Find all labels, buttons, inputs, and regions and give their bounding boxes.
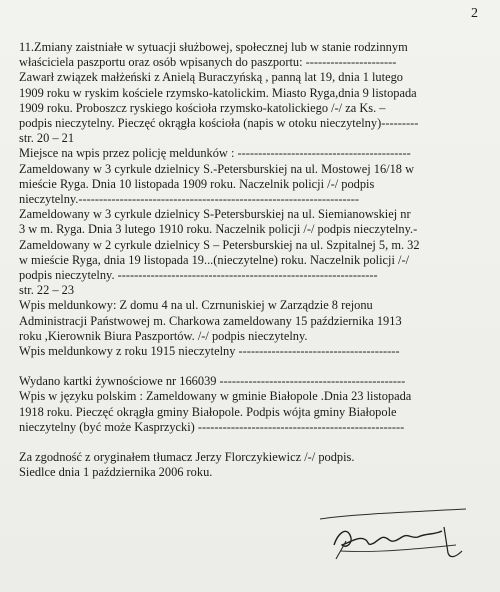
text-line: Wpis w języku polskim : Zameldowany w gminie Białopole .Dnia 23 listopada bbox=[19, 389, 412, 404]
text-line: Wpis meldunkowy z roku 1915 nieczytelny --------------------------------------- bbox=[19, 344, 400, 359]
translator-certification: Za zgodność z oryginałem tłumacz Jerzy Florczykiewicz /-/ podpis. bbox=[19, 450, 355, 465]
text-line: str. 22 – 23 bbox=[19, 283, 75, 298]
blank-line bbox=[19, 359, 479, 374]
blank-line bbox=[19, 435, 479, 450]
text-line: mieście Ryga. Dnia 10 listopada 1909 roku. Naczelnik policji /-/ podpis bbox=[19, 176, 375, 191]
text-line: 1909 roku. Proboszcz ryskiego kościoła rzymsko-katolickiego /-/ za Ks. – bbox=[19, 100, 386, 115]
text-line: Wydano kartki żywnościowe nr 166039 --------------------------------------------- bbox=[19, 374, 406, 389]
place-and-date: Siedlce dnia 1 października 2006 roku. bbox=[19, 465, 213, 480]
text-line: podpis nieczytelny. --------------------------------------------------------------- bbox=[19, 268, 378, 283]
text-line: 1918 roku. Pieczęć okrągła gminy Białopole. Podpis wójta gminy Białopole bbox=[19, 404, 397, 419]
text-line: nieczytelny (być może Kasprzycki) -------------------------------------------------- bbox=[19, 419, 405, 434]
text-line: Zameldowany w 3 cyrkule dzielnicy S-Petersburskiej na ul. Siemianowskiej nr bbox=[19, 207, 411, 222]
document-body bbox=[19, 40, 479, 480]
text-line: w mieście Ryga, dnia 19 listopada 19...(nieczytelne) roku. Naczelnik policji /-/ bbox=[19, 252, 410, 267]
text-line: 1909 roku w ryskim kościele rzymsko-katolickim. Miasto Ryga,dnia 9 listopada bbox=[19, 85, 417, 100]
text-line: 11.Zmiany zaistniałe w sytuacji służbowej, społecznej lub w stanie rodzinnym bbox=[19, 40, 408, 54]
text-line: 3 w m. Ryga. Dnia 3 lutego 1910 roku. Naczelnik policji /-/ podpis nieczytelny.- bbox=[19, 222, 418, 237]
text-line: Wpis meldunkowy: Z domu 4 na ul. Czrnuniskiej w Zarządzie 8 rejonu bbox=[19, 298, 373, 313]
text-line: Administracji Państwowej m. Charkowa zameldowany 15 października 1913 bbox=[19, 313, 402, 328]
handwritten-signature bbox=[316, 505, 476, 565]
text-line: str. 20 – 21 bbox=[19, 131, 75, 146]
text-line: Miejsce na wpis przez policję meldunków : ------------------------------------------ bbox=[19, 146, 411, 161]
text-line: właściciela paszportu oraz osób wpisanych do paszportu: ---------------------- bbox=[19, 55, 397, 70]
text-line: podpis nieczytelny. Pieczęć okrągła kościoła (napis w otoku nieczytelny)--------- bbox=[19, 116, 419, 131]
text-line: nieczytelny.-------------------------------------------------------------------- bbox=[19, 192, 359, 207]
text-line: Zameldowany w 3 cyrkule dzielnicy S.-Petersburskiej na ul. Mostowej 16/18 w bbox=[19, 161, 415, 176]
page-number: 2 bbox=[471, 6, 478, 21]
text-line: roku ,Kierownik Biura Paszportów. /-/ podpis nieczytelny. bbox=[19, 328, 308, 343]
text-line: Zawarł związek małżeński z Anielą Buraczyńską , panną lat 19, dnia 1 lutego bbox=[19, 70, 403, 85]
text-line: Zameldowany w 2 cyrkule dzielnicy S – Petersburskiej na ul. Szpitalnej 5, m. 32 bbox=[19, 237, 420, 252]
